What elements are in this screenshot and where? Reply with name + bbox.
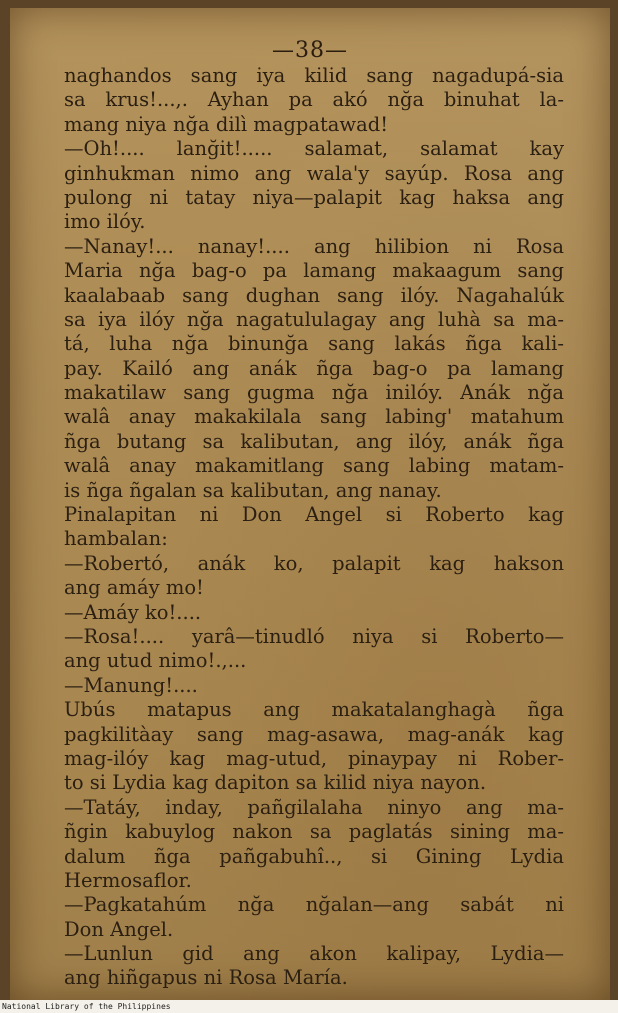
text-line: —Tatáy, inday, pañgilalaha ninyo ang ma- xyxy=(64,795,564,819)
text-line: —Manung!.... xyxy=(64,673,198,697)
text-line: imo ilóy. xyxy=(64,210,146,234)
text-line: ñga butang sa kalibutan, ang ilóy, anák ñga xyxy=(64,429,564,453)
book-page xyxy=(10,8,610,1000)
text-line: —Lunlun gid ang akon kalipay, Lydia— xyxy=(64,942,564,966)
text-line: walâ anay makakilala sang labing' matahum xyxy=(64,405,564,429)
text-line: —Oh!.... lanğit!..... salamat, salamat kay xyxy=(64,137,564,161)
text-line: ang utud nimo!.,... xyxy=(64,649,247,673)
text-line: walâ anay makamitlang sang labing matam- xyxy=(64,454,564,478)
page-number: —38— xyxy=(272,38,348,63)
text-line: kaalabaab sang dughan sang ilóy. Nagahalúk xyxy=(64,283,564,307)
text-line: tá, luha nğa binunğa sang lakás ñga kali- xyxy=(64,332,564,356)
text-line: dalum ñga pañgabuhî.., si Gining Lydia xyxy=(64,844,564,868)
text-line: pay. Kailó ang anák ñga bag-o pa lamang xyxy=(64,356,564,380)
text-line: naghandos sang iya kilid sang nagadupá-sia xyxy=(64,64,564,87)
text-line: mag-ilóy kag mag-utud, pinaypay ni Rober- xyxy=(64,746,564,770)
text-line: ang hiñgapus ni Rosa María. xyxy=(64,966,348,990)
text-line: —Pagkatahúm nğa nğalan—ang sabát ni xyxy=(64,893,564,917)
text-line: —Robertó, anák ko, palapit kag hakson xyxy=(64,551,564,575)
text-line: —Nanay!... nanay!.... ang hilibion ni Rosa xyxy=(64,234,564,258)
text-line: Maria nğa bag-o pa lamang makaagum sang xyxy=(64,259,564,283)
page-body-text xyxy=(64,64,564,991)
text-line: mang niya nğa dilì magpatawad! xyxy=(64,112,389,136)
text-line: ginhukman nimo ang wala'y sayúp. Rosa ang xyxy=(64,161,564,185)
text-line: Hermosaflor. xyxy=(64,868,192,892)
text-line: Don Angel. xyxy=(64,917,174,941)
text-line: —Amáy ko!.... xyxy=(64,600,202,624)
text-line: Pinalapitan ni Don Angel si Roberto kag xyxy=(64,503,564,527)
text-line: Ubús matapus ang makatalanghagà ñga xyxy=(64,698,564,722)
text-line: sa krus!...,. Ayhan pa akó nğa binuhat la- xyxy=(64,88,564,112)
text-line: ñgin kabuylog nakon sa paglatás sining ma- xyxy=(64,820,564,844)
text-line: ang amáy mo! xyxy=(64,576,204,600)
text-line: —Rosa!.... yarâ—tinudló niya si Roberto— xyxy=(64,624,564,648)
source-footer: National Library of the Philippines xyxy=(0,1000,618,1013)
text-line: is ñga ñgalan sa kalibutan, ang nanay. xyxy=(64,478,442,502)
text-line: pagkilitàay sang mag-asawa, mag-anák kag xyxy=(64,722,564,746)
text-line: hambalan: xyxy=(64,527,168,551)
text-line: to si Lydia kag dapiton sa kilid niya nayon. xyxy=(64,771,487,795)
text-line: makatilaw sang gugma nğa inilóy. Anák nğa xyxy=(64,381,564,405)
text-line: pulong ni tatay niya—palapit kag haksa ang xyxy=(64,185,564,209)
text-line: sa iya ilóy nğa nagatululagay ang luhà sa ma- xyxy=(64,307,564,331)
